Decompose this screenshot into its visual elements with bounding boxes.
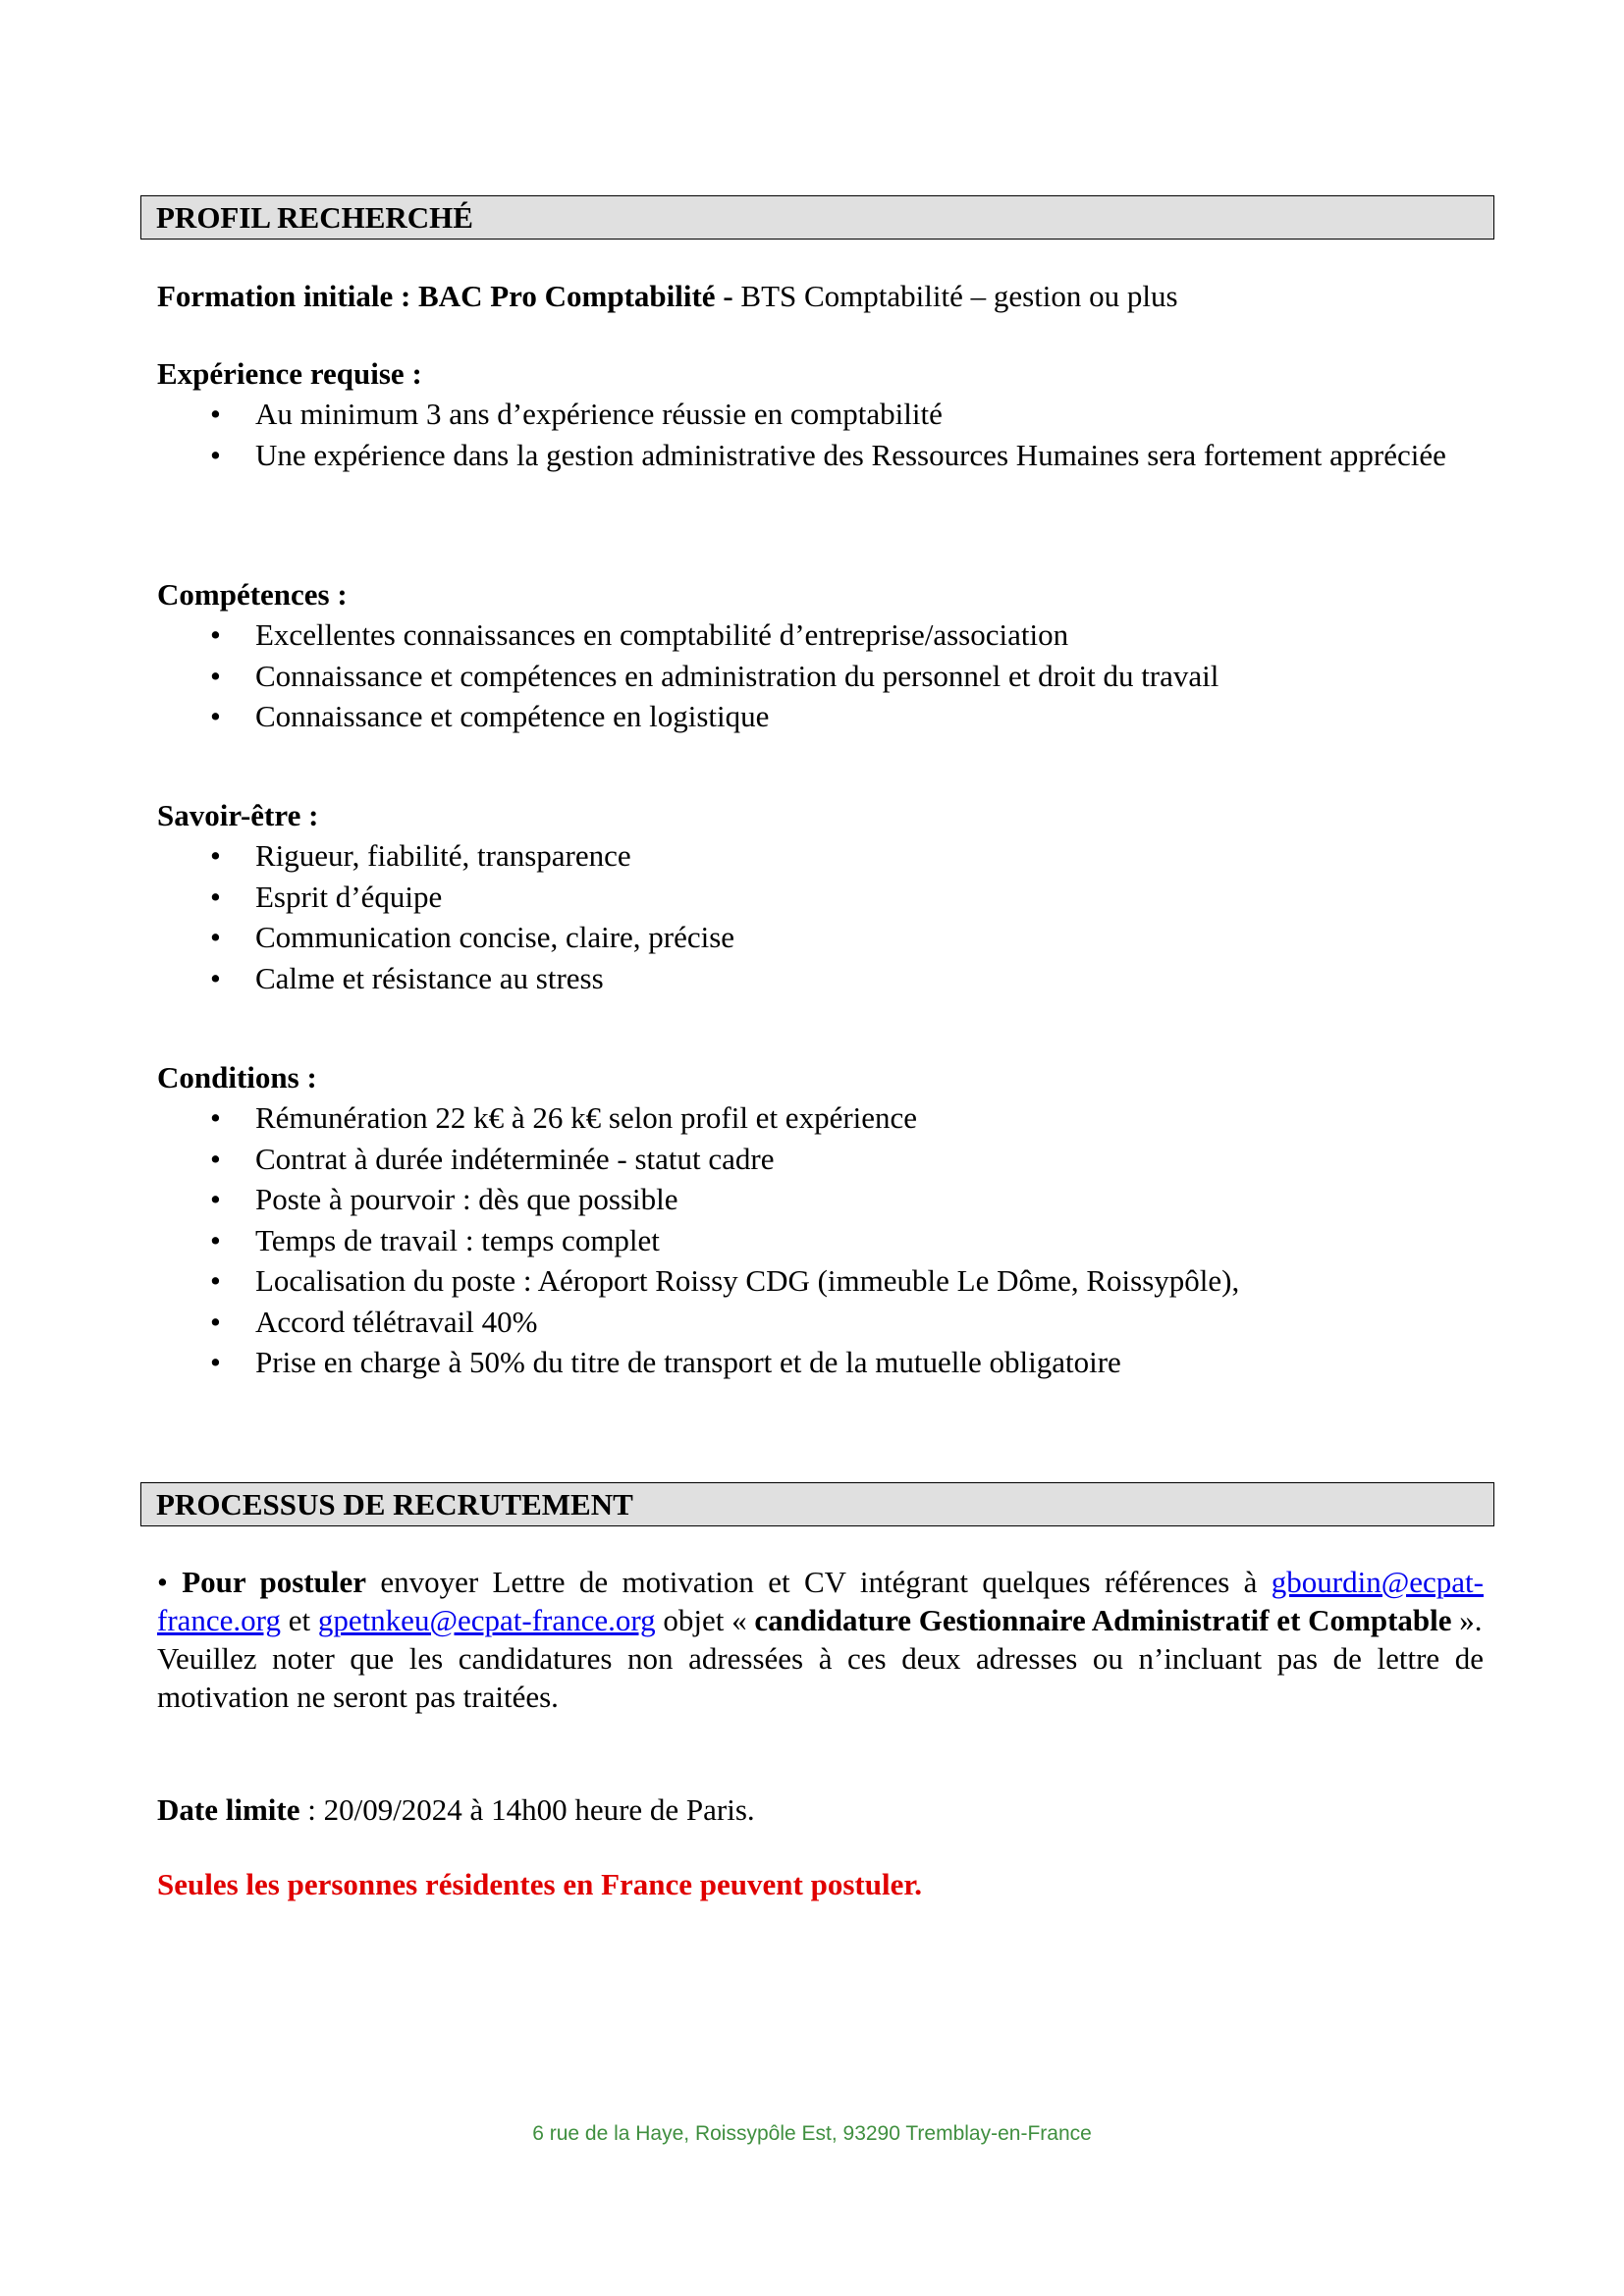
footer-address: 6 rue de la Haye, Roissypôle Est, 93290 Tremblay-en-France [532,2122,1092,2145]
savoir-etre-title: Savoir-être : [157,798,319,832]
apply-note: Veuillez noter que les candidatures non adressées à ces deux adresses ou n’incluant pas de lettre de motivation ne seront pas traitées. [157,1641,1484,1714]
formation-text: BTS Comptabilité – gestion ou plus [732,279,1178,313]
bullet-icon: • [210,1100,221,1135]
apply-label: Pour postuler [182,1565,366,1599]
conditions-title: Conditions : [157,1060,317,1095]
experience-title: Expérience requise : [157,356,422,391]
bullet-icon: • [210,960,221,995]
apply-paragraph: • Pour postuler envoyer Lettre de motivation et CV intégrant quelques références à gbourdin@ecpat-france.org et gpetnkeu@ecpat-france.org objet « candidature Gestionnaire Administratif et Comptable ». Veuillez noter que les candidatures non adressées à ces deux adresses ou n’incluant pas de lettre de motivation ne seront pas traitées. [157,1565,1484,1714]
formation-line [157,279,1178,314]
bullet-icon: • [210,437,221,472]
section-header-processus: PROCESSUS DE RECRUTEMENT [140,1482,1494,1526]
bullet-icon: • [210,920,221,954]
bullet-icon: • [210,838,221,873]
competences-title: Compétences : [157,577,348,612]
bullet-icon: • [210,617,221,652]
bullet-icon: • [210,1182,221,1216]
section-header-profil: PROFIL RECHERCHÉ [140,195,1494,240]
bullet-icon: • [210,879,221,914]
residency-warning: Seules les personnes résidentes en France peuvent postuler. [157,1867,922,1901]
subject-text: candidature Gestionnaire Administratif et Comptable [754,1603,1452,1637]
bullet-icon: • [210,1263,221,1298]
bullet-icon: • [210,1345,221,1379]
bullet-icon: • [210,397,221,431]
deadline-line [157,1792,755,1828]
email-link-gbourdin[interactable]: gbourdin@ecpat-france.org [157,1565,1484,1637]
deadline-text: : 20/09/2024 à 14h00 heure de Paris. [299,1792,755,1827]
deadline-label: Date limite [157,1792,300,1827]
formation-label: Formation initiale : BAC Pro Comptabilité - [157,279,733,313]
email-link-gpetnkeu[interactable]: gpetnkeu@ecpat-france.org [317,1603,656,1637]
bullet-icon: • [210,699,221,733]
bullet-icon: • [210,1141,221,1176]
bullet-icon: • [210,1304,221,1339]
bullet-icon: • [210,658,221,693]
bullet-icon: • [210,1222,221,1257]
